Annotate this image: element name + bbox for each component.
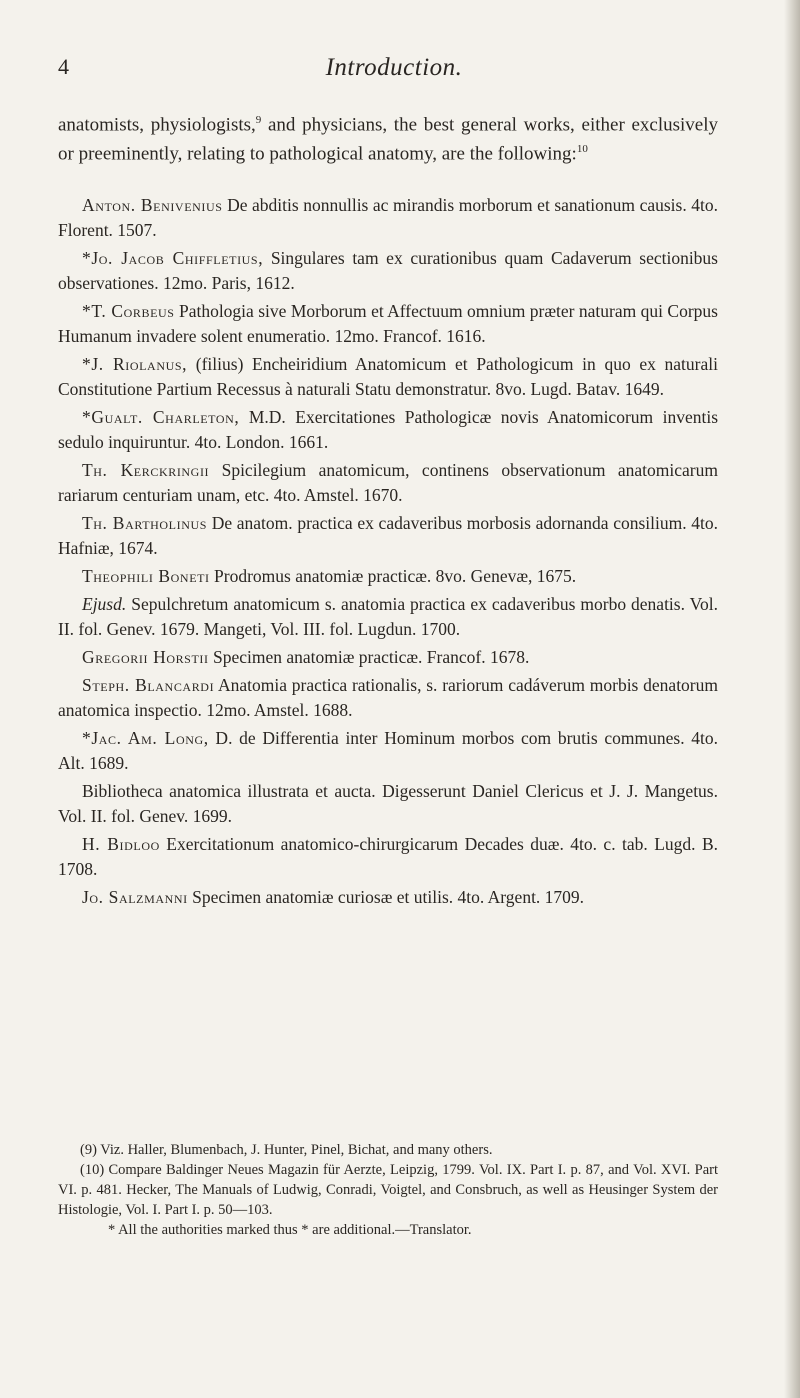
footnote-10: (10) Compare Baldinger Neues Magazin für Aerzte, Leipzig, 1799. Vol. IX. Part I. p. 87, and Vol. XVI. Part VI. p. 481. Hecker, The Manuals of Ludwig, Conradi, Voigtel, and Consbruch, as well as Heusinger System der Histologie, Vol. I. Part I. p. 50—103. <box>58 1162 718 1218</box>
footnote-ref-9: 9 <box>255 114 262 126</box>
page-number: 4 <box>58 54 69 79</box>
entry-author: Th. Bartholinus <box>82 512 208 533</box>
footnote-9: (9) Viz. Haller, Blumenbach, J. Hunter, Pinel, Bichat, and many others. <box>80 1142 493 1158</box>
translator-note: * All the authorities marked thus * are additional.—Translator. <box>108 1222 472 1238</box>
bibliography-entry <box>58 645 718 670</box>
entry-author: *Jac. Am. Long, <box>82 727 209 748</box>
entry-text: (filius) Encheiridium Anatomicum et Pathologicum in quo ex naturali Constitutione Partium Recessus à naturali Statu demonstratur. 8vo. Lugd. Batav. 1649. <box>58 353 718 399</box>
page-header <box>58 54 730 84</box>
entry-text: Pathologia sive Morborum et Affectuum omnium præter naturam qui Corpus Humanum invadere solent enumeratio. 12mo. Francof. 1616. <box>58 300 718 346</box>
entry-author: Th. Kerckringii <box>82 459 210 480</box>
page-edge-shadow <box>784 0 800 1398</box>
intro-paragraph <box>58 108 718 167</box>
entry-text: Sepulchretum anatomicum s. anatomia practica ex cadaveribus morbo denatis. Vol. II. fol. Genev. 1679. Mangeti, Vol. III. fol. Lugdun. 1700. <box>58 593 718 639</box>
entry-author: Jo. Salzmanni <box>82 886 188 907</box>
bibliography-entry <box>58 405 718 455</box>
entry-author: Ejusd. <box>82 593 127 614</box>
bibliography-entry <box>58 832 718 882</box>
footnote-ref-10: 10 <box>576 143 588 156</box>
bibliography-entry <box>58 779 718 829</box>
entry-author: *Gualt. Charleton, <box>82 406 240 427</box>
bibliography-entry <box>58 352 718 402</box>
bibliography-entry <box>58 564 718 589</box>
bibliography-entry <box>58 885 718 910</box>
entry-text: Prodromus anatomiæ practicæ. 8vo. Genevæ, 1675. <box>209 565 577 586</box>
entry-author: Steph. Blancardi <box>82 674 215 695</box>
entry-text: Specimen anatomiæ practicæ. Francof. 1678. <box>208 646 530 667</box>
bibliography-entry <box>58 726 718 776</box>
entry-author: *T. Corbeus <box>82 300 175 321</box>
entry-author: Theophili Boneti <box>82 565 210 586</box>
entry-author: *J. Riolanus, <box>82 353 188 374</box>
bibliography-entry <box>58 673 718 723</box>
bibliography-entry <box>58 246 718 296</box>
bibliography-entry <box>58 592 718 642</box>
entry-text: M.D. Exercitationes Pathologicæ novis Anatomicorum inventis sedulo inquiruntur. 4to. London. 1661. <box>58 406 719 452</box>
entry-author: Gregorii Horstii <box>82 646 209 667</box>
entry-text: Specimen anatomiæ curiosæ et utilis. 4to. Argent. 1709. <box>187 886 585 907</box>
intro-text: anatomists, physiologists, <box>58 114 256 136</box>
page-body <box>58 108 718 913</box>
entry-text: Anatomia practica rationalis, s. rariorum cadáverum morbis denatorum anatomica inspectio. 12mo. Amstel. 1688. <box>58 674 718 720</box>
entry-author: Anton. Benivenius <box>82 194 223 215</box>
entry-text: De anatom. practica ex cadaveribus morbosis adornanda consilium. 4to. Hafniæ, 1674. <box>58 512 719 558</box>
bibliography-entry <box>58 458 718 508</box>
entry-text: Singulares tam ex curationibus quam Cadaverum sectionibus observationes. 12mo. Paris, 1612. <box>58 247 718 293</box>
entry-text: Bibliotheca anatomica illustrata et aucta. Digesserunt Daniel Clericus et J. J. Mangetus. Vol. II. fol. Genev. 1699. <box>58 780 718 826</box>
bibliography-entry <box>58 193 718 243</box>
footnotes <box>58 1140 718 1240</box>
entry-author: *Jo. Jacob Chiffletius, <box>82 247 264 268</box>
intro-text-2: and physicians, the best general works, either exclusively or preeminently, relating to pathological anatomy, are the following: <box>58 114 718 165</box>
entry-text: Spicilegium anatomicum, continens observationum anatomicarum rariarum centuriam unam, etc. 4to. Amstel. 1670. <box>58 459 718 505</box>
bibliography-entry <box>58 511 718 561</box>
entry-author: H. Bidloo <box>82 833 160 854</box>
running-title: Introduction. <box>325 54 463 81</box>
entry-text: D. de Differentia inter Hominum morbos com brutis communes. 4to. Alt. 1689. <box>58 727 718 773</box>
entry-text: Exercitationum anatomico-chirurgicarum Decades duæ. 4to. c. tab. Lugd. B. 1708. <box>58 833 718 879</box>
bibliography-list <box>58 193 718 910</box>
bibliography-entry <box>58 299 718 349</box>
entry-text: De abditis nonnullis ac mirandis morborum et sanationum causis. 4to. Florent. 1507. <box>58 194 718 240</box>
